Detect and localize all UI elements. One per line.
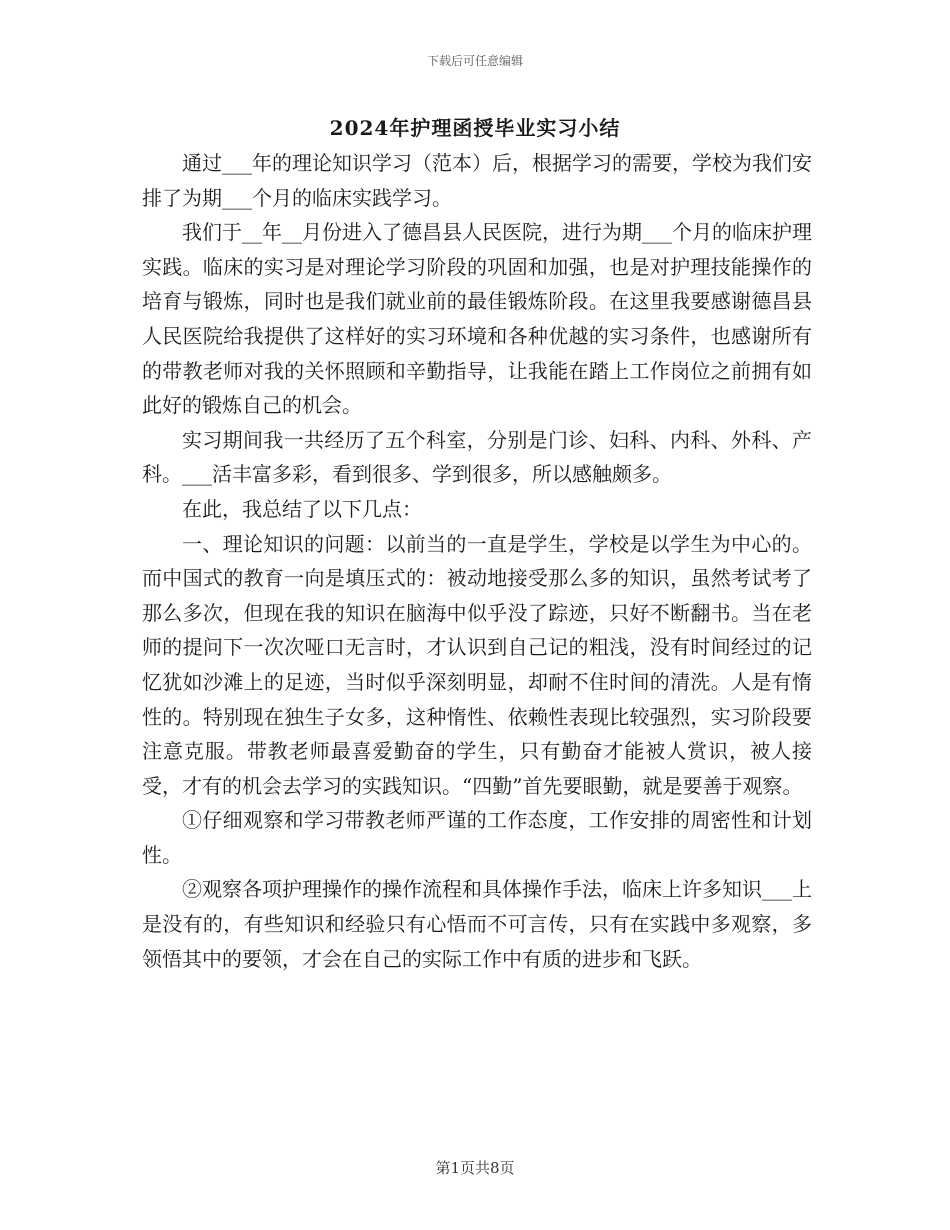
paragraph: 一、理论知识的问题：以前当的一直是学生，学校是以学生为中心的。而中国式的教育一向是填压式的：被动地接受那么多的知识，虽然考试考了那么多次，但现在我的知识在脑海中似乎没了踪迹，只好不断翻书。当在老师的提问下一次次哑口无言时，才认识到自己记的粗浅，没有时间经过的记忆犹如沙滩上的足迹，当时似乎深刻明显，却耐不住时间的清洗。人是有惰性的。特别现在独生子女多，这种惰性、依赖性表现比较强烈，实习阶段要注意克服。带教老师最喜爱勤奋的学生，只有勤奋才能被人赏识，被人接受，才有的机会去学习的实践知识。“四勤”首先要眼勤，就是要善于观察。 [142, 531, 812, 798]
paragraph: 在此，我总结了以下几点： [182, 496, 422, 521]
document-title: 2024年护理函授毕业实习小结 [329, 116, 621, 140]
page-header-note: 下载后可任意编辑 [426, 54, 523, 68]
paragraph: 实习期间我一共经历了五个科室，分别是门诊、妇科、内科、外科、产科。___活丰富多彩，看到很多、学到很多，所以感触颇多。 [142, 427, 812, 487]
paragraph: ①仔细观察和学习带教老师严谨的工作态度，工作安排的周密性和计划性。 [142, 808, 812, 867]
document-body [142, 146, 812, 976]
paragraph: 我们于__年__月份进入了德昌县人民医院，进行为期___个月的临床护理实践。临床的实习是对理论学习阶段的巩固和加强，也是对护理技能操作的培育与锻炼，同时也是我们就业前的最佳锻炼阶段。在这里我要感谢德昌县人民医院给我提供了这样好的实习环境和各种优越的实习条件，也感谢所有的带教老师对我的关怀照顾和辛勤指导，让我能在踏上工作岗位之前拥有如此好的锻炼自己的机会。 [142, 220, 812, 418]
paragraph: ②观察各项护理操作的操作流程和具体操作手法，临床上许多知识___上是没有的，有些知识和经验只有心悟而不可言传，只有在实践中多观察，多领悟其中的要领，才会在自己的实际工作中有质的进步和飞跃。 [142, 877, 812, 971]
paragraph: 通过___年的理论知识学习（范本）后，根据学习的需要，学校为我们安排了为期___个月的临床实践学习。 [142, 151, 812, 210]
page-number: 第1页共8页 [435, 1159, 515, 1177]
